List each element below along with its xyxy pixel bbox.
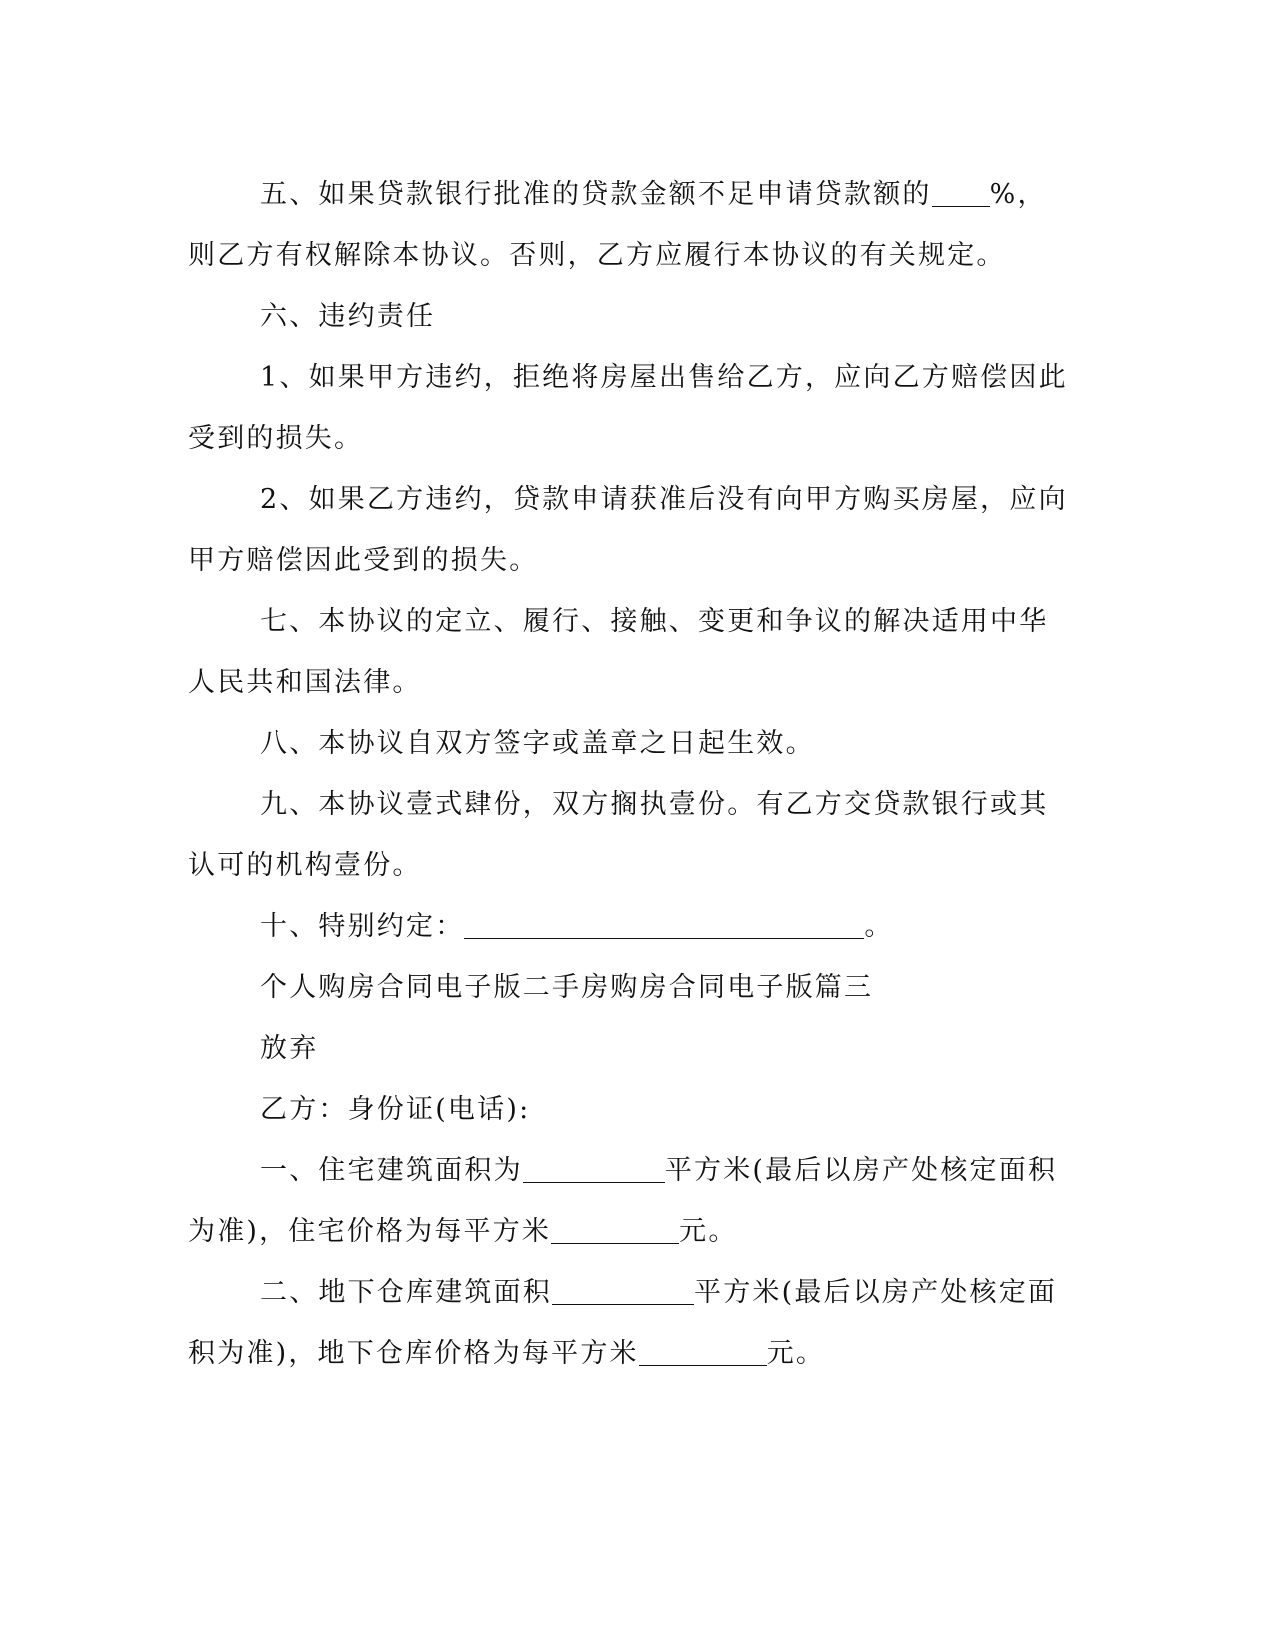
item-2 bbox=[188, 1262, 1068, 1384]
item-1-text-a: 一、住宅建筑面积为 bbox=[260, 1155, 523, 1186]
item-2-text-c: 元。 bbox=[766, 1338, 826, 1369]
storage-price-blank bbox=[639, 1364, 767, 1366]
residential-price-blank bbox=[551, 1242, 679, 1244]
special-agreement-blank bbox=[464, 937, 864, 939]
party-b-line: 乙方：身份证(电话): bbox=[260, 1094, 531, 1125]
item-1-text-b: 平方米(最后以房产处核定面积为准)，住宅价格为每平方米 bbox=[188, 1155, 1058, 1247]
item-1 bbox=[188, 1140, 1068, 1262]
clause-6-heading: 六、违约责任 bbox=[260, 301, 436, 332]
item-2-text-a: 二、地下仓库建筑面积 bbox=[260, 1277, 552, 1308]
clause-10 bbox=[188, 896, 1068, 957]
percent-blank bbox=[932, 205, 990, 207]
clause-5-text-a: 五、如果贷款银行批准的贷款金额不足申请贷款额的 bbox=[260, 179, 932, 210]
clause-5 bbox=[188, 164, 1068, 286]
clause-6-2: 2、如果乙方违约，贷款申请获准后没有向甲方购买房屋，应向甲方赔偿因此受到的损失。 bbox=[188, 484, 1068, 576]
clause-5-text-b: %，则乙方有权解除本协议。否则，乙方应履行本协议的有关规定。 bbox=[188, 179, 1047, 271]
document-body bbox=[188, 164, 1068, 1384]
clause-10-text-b: 。 bbox=[864, 911, 894, 942]
clause-8: 八、本协议自双方签字或盖章之日起生效。 bbox=[260, 728, 815, 759]
storage-area-blank bbox=[552, 1303, 694, 1305]
clause-10-text-a: 十、特别约定： bbox=[260, 911, 465, 942]
clause-6-1: 1、如果甲方违约，拒绝将房屋出售给乙方，应向乙方赔偿因此受到的损失。 bbox=[188, 362, 1068, 454]
clause-7: 七、本协议的定立、履行、接触、变更和争议的解决适用中华人民共和国法律。 bbox=[188, 606, 1049, 698]
item-1-text-c: 元。 bbox=[679, 1216, 738, 1247]
section-heading: 个人购房合同电子版二手房购房合同电子版篇三 bbox=[260, 972, 874, 1003]
item-2-text-b: 平方米(最后以房产处核定面积为准)，地下仓库价格为每平方米 bbox=[188, 1277, 1058, 1369]
residential-area-blank bbox=[523, 1181, 665, 1183]
clause-9: 九、本协议壹式肆份，双方搁执壹份。有乙方交贷款银行或其认可的机构壹份。 bbox=[188, 789, 1049, 881]
giveup-text: 放弃 bbox=[260, 1033, 319, 1064]
